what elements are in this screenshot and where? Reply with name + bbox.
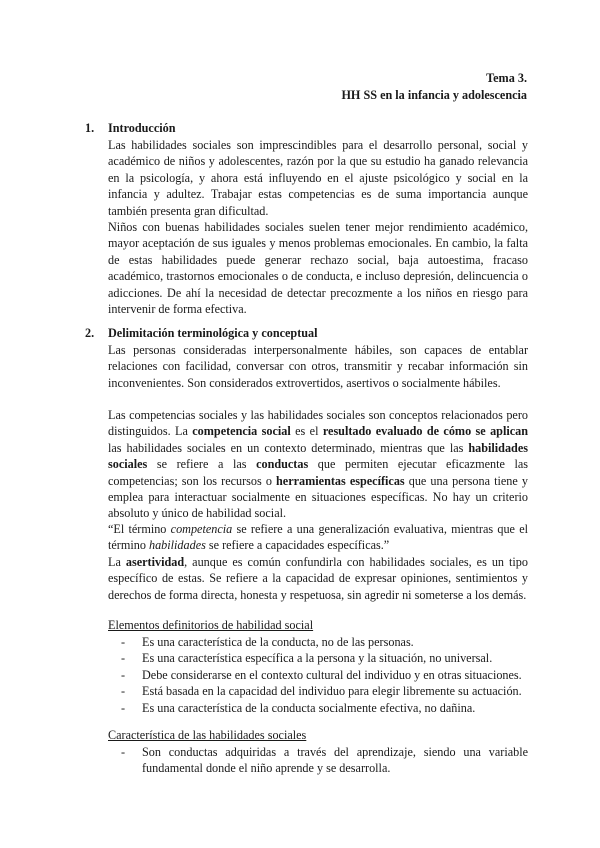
dash-bullet-icon: - bbox=[121, 667, 126, 682]
text: es el bbox=[290, 424, 323, 439]
list-heading-elements: Elementos definitorios de habilidad social bbox=[108, 618, 314, 632]
intro-paragraph-1: Las habilidades sociales son imprescindibles para el desarrollo personal, social y académico de niños y adolescentes, razón por la que su estudio ha ganado relevancia en la psicología, y ahora está influyendo en el ajuste psicológico y social en la infancia y adultez. Trabajar estas competencias es de suma importancia aunque también presenta gran dificultad. bbox=[108, 138, 528, 218]
assertiveness-paragraph bbox=[108, 554, 528, 603]
list-item bbox=[108, 744, 528, 777]
list-item-text: Son conductas adquiridas a través del aprendizaje, siendo una variable fundamental donde el niño aprende y se desarrolla. bbox=[142, 745, 528, 776]
list-item-text: Está basada en la capacidad del individuo para elegir libremente su actuación. bbox=[142, 684, 522, 699]
bold-term: habilidades sociales bbox=[108, 440, 528, 472]
document-title bbox=[341, 70, 527, 104]
text: se refiere a capacidades específicas.” bbox=[205, 538, 390, 553]
list-item bbox=[108, 700, 528, 716]
list-item-text: Debe considerarse en el contexto cultural del individuo y en otras situaciones. bbox=[142, 667, 522, 682]
competence-paragraph bbox=[108, 407, 528, 522]
list-item-text: Es una característica específica a la persona y la situación, no universal. bbox=[142, 651, 493, 666]
bold-term: competencia social bbox=[192, 424, 291, 439]
list-item-text: Es una característica de la conducta socialmente efectiva, no dañina. bbox=[142, 700, 476, 715]
text: se refiere a una generalización evaluativa, mientras que el término bbox=[108, 522, 528, 553]
list-item bbox=[108, 650, 528, 666]
dash-bullet-icon: - bbox=[121, 635, 126, 649]
quote-paragraph bbox=[108, 521, 528, 554]
text: las habilidades sociales en un contexto determinado, mientras que las bbox=[108, 440, 469, 455]
section-1-title: Introducción bbox=[108, 121, 176, 135]
dash-bullet-icon: - bbox=[121, 684, 126, 699]
italic-term: competencia bbox=[170, 522, 233, 536]
bold-term: conductas bbox=[256, 457, 309, 472]
list-heading-characteristics: Característica de las habilidades sociales bbox=[108, 728, 307, 742]
list-item bbox=[108, 667, 528, 683]
bold-term: asertividad bbox=[125, 555, 185, 569]
section-1-number: 1. bbox=[85, 121, 95, 135]
bold-term: resultado evaluado de cómo se aplican bbox=[322, 424, 529, 439]
dash-bullet-icon: - bbox=[121, 700, 126, 715]
characteristics-list bbox=[108, 744, 528, 777]
text: , aunque es común confundirla con habilidades sociales, es un tipo específico de estas. Se refiere a la capacidad de expresar opiniones, sentimientos y derechos de forma directa, honesta y respetuosa, sin agredir ni someterse a los demás. bbox=[108, 555, 528, 602]
definition-paragraph: Las personas consideradas interpersonalmente hábiles, son capaces de entablar relaciones con facilidad, conversar con otros, transmitir y recabar información sin inconvenientes. Son considerados extrovertidos, asertivos o socialmente hábiles. bbox=[108, 343, 528, 390]
dash-bullet-icon: - bbox=[121, 745, 126, 759]
bold-term: herramientas específicas bbox=[276, 473, 405, 488]
text: “El término bbox=[108, 522, 171, 536]
section-2-number: 2. bbox=[85, 326, 95, 340]
elements-list bbox=[108, 634, 528, 716]
text: Las competencias sociales y las habilidades sociales son conceptos relacionados pero distinguidos. La bbox=[108, 408, 528, 439]
intro-paragraph-2: Niños con buenas habilidades sociales suelen tener mejor rendimiento académico, mayor aceptación de sus iguales y menos problemas emocionales. En cambio, la falta de estas habilidades puede generar rechazo social, baja autoestima, fracaso académico, trastornos emocionales o de conducta, e incluso depresión, delincuencia o adicciones. De ahí la necesidad de detectar precozmente a los niños en riesgo para intervenir de forma efectiva. bbox=[108, 220, 528, 317]
list-item bbox=[108, 634, 528, 650]
topic-number: Tema 3. bbox=[486, 71, 527, 85]
list-item-text: Es una característica de la conducta, no de las personas. bbox=[142, 635, 414, 649]
topic-title: HH SS en la infancia y adolescencia bbox=[341, 88, 527, 102]
italic-term: habilidades bbox=[148, 538, 206, 553]
dash-bullet-icon: - bbox=[121, 651, 126, 666]
text: La bbox=[108, 555, 126, 569]
text: que permiten ejecutar eficazmente las competencias; son los recursos o bbox=[108, 457, 528, 488]
section-2-title: Delimitación terminológica y conceptual bbox=[108, 326, 318, 340]
list-item bbox=[108, 683, 528, 699]
text: que una persona tiene y emplea para interactuar socialmente en situaciones específicas. No hay un criterio absoluto y único de habilidad social. bbox=[108, 473, 528, 521]
text: se refiere a las bbox=[147, 457, 257, 472]
